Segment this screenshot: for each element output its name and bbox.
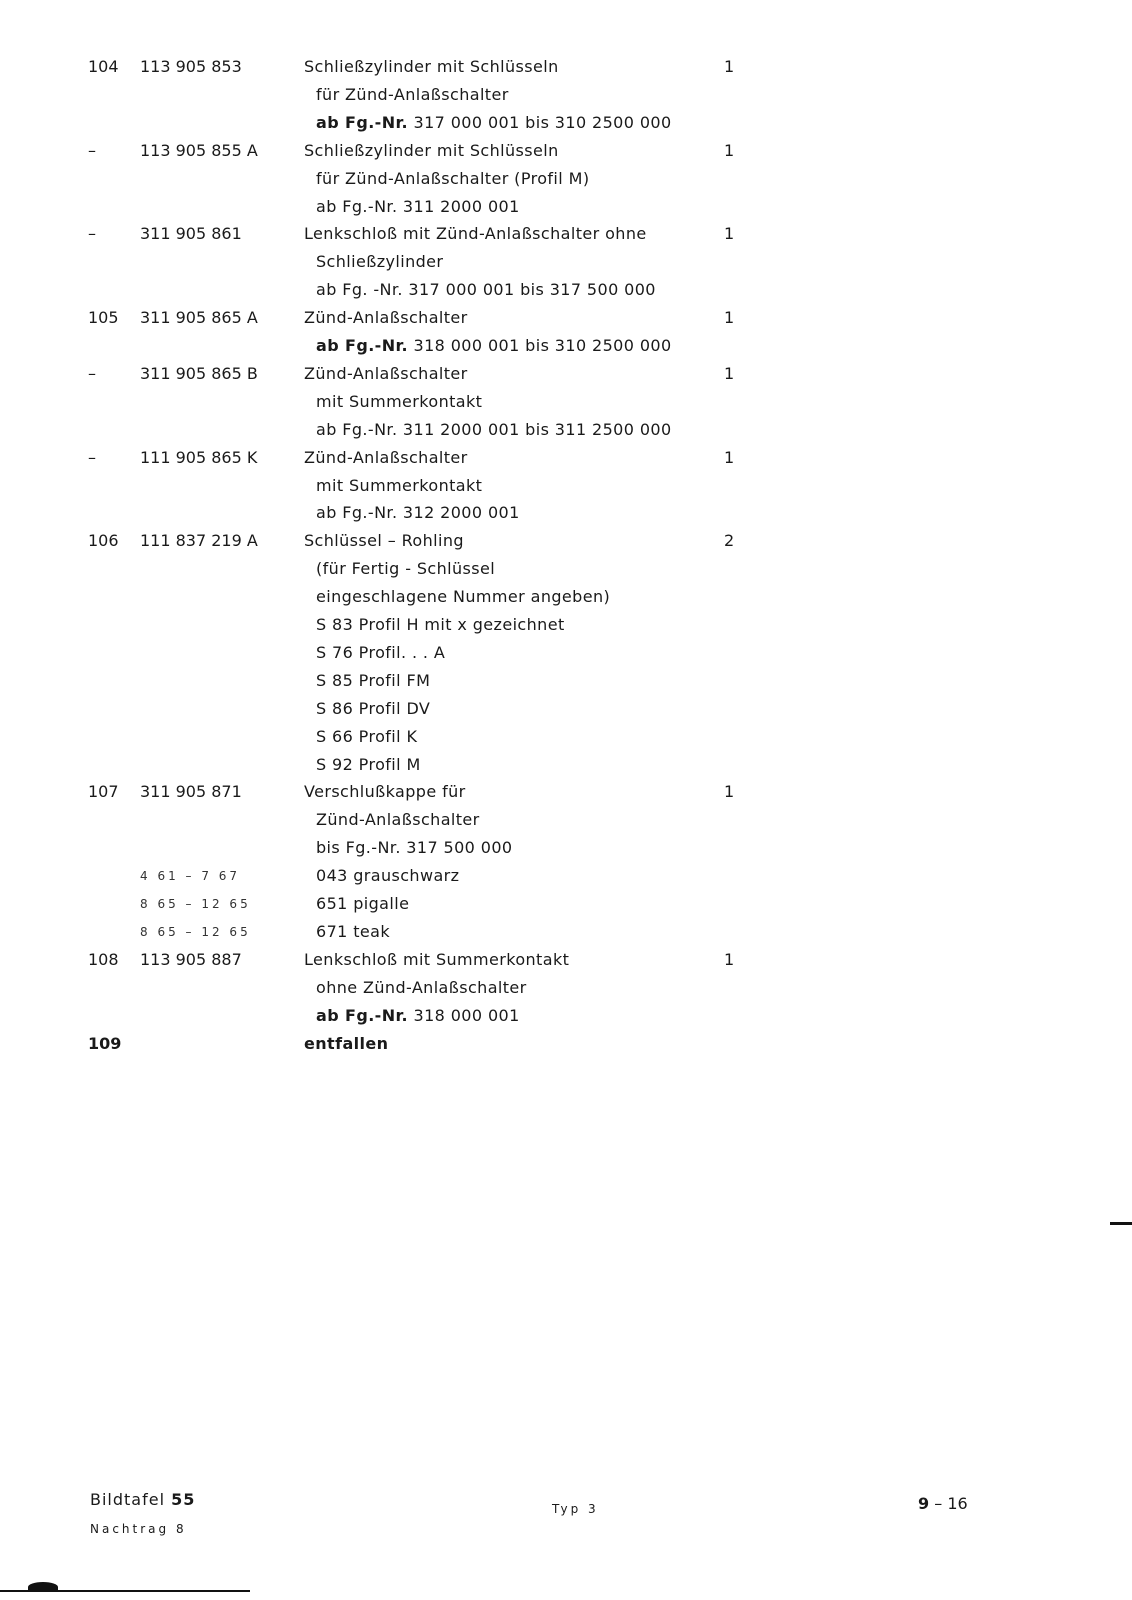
description-text: für Zünd-Anlaßschalter (Profil M) — [316, 168, 590, 188]
quantity: 1 — [724, 782, 735, 802]
part-number: 311 905 865 B — [140, 363, 258, 383]
description-text: 043 grauschwarz — [316, 866, 460, 886]
description — [316, 82, 509, 108]
table-row — [0, 445, 1132, 471]
description — [316, 640, 445, 666]
description-text: S 86 Profil DV — [316, 698, 431, 718]
description — [316, 110, 672, 136]
part-number: 111 837 219 A — [140, 531, 258, 551]
description-text: S 85 Profil FM — [316, 670, 431, 690]
table-row — [0, 863, 1132, 889]
chassis-prefix: ab Fg.-Nr. — [316, 336, 408, 355]
quantity: 1 — [724, 57, 735, 76]
table-row — [0, 779, 1132, 805]
description-text: 317 000 001 bis 310 2500 000 — [413, 112, 672, 132]
chassis-prefix: ab Fg.-Nr. — [316, 112, 408, 132]
description — [316, 724, 417, 750]
table-row — [0, 752, 1132, 778]
quantity: 1 — [724, 308, 735, 328]
table-row — [0, 1003, 1132, 1029]
table-row — [0, 919, 1132, 945]
quantity: 1 — [724, 224, 735, 244]
table-row — [0, 194, 1132, 220]
description — [316, 500, 520, 526]
description — [316, 975, 527, 1001]
table-row — [0, 500, 1132, 526]
description-text: Schlüssel – Rohling — [304, 531, 464, 551]
table-row — [0, 221, 1132, 247]
table-row — [0, 807, 1132, 833]
description — [304, 445, 468, 471]
quantity: 1 — [724, 363, 735, 383]
table-row — [0, 305, 1132, 331]
description-text: ab Fg.-Nr. 311 2000 001 bis 311 2500 000 — [316, 419, 672, 439]
date-range: 8 65 – 12 65 — [140, 897, 251, 911]
description — [316, 919, 390, 945]
description-text: 318 000 001 bis 310 2500 000 — [413, 336, 672, 355]
description — [304, 528, 464, 554]
footer-typ: Typ 3 — [552, 1502, 599, 1516]
position-number: – — [88, 447, 96, 467]
table-row — [0, 528, 1132, 554]
description — [316, 556, 495, 582]
description-text: Schließzylinder mit Schlüsseln — [304, 57, 559, 76]
description-text: ohne Zünd-Anlaßschalter — [316, 977, 527, 997]
table-row — [0, 724, 1132, 750]
description-text: S 66 Profil K — [316, 726, 418, 746]
position-number: – — [88, 224, 96, 244]
table-row — [0, 891, 1132, 917]
description-text: Zünd-Anlaßschalter — [304, 308, 468, 328]
date-range: 8 65 – 12 65 — [140, 924, 251, 939]
table-row — [0, 166, 1132, 192]
description-text: 318 000 001 — [413, 1005, 520, 1025]
part-number: 311 905 865 A — [140, 308, 258, 328]
table-row — [0, 389, 1132, 415]
part-number: 311 905 861 — [140, 224, 242, 244]
description — [304, 54, 559, 80]
description-text: Lenkschloß mit Summerkontakt — [304, 949, 570, 969]
description-text: ab Fg.-Nr. 312 2000 001 — [316, 503, 520, 523]
description-text: Schließzylinder — [316, 252, 444, 272]
description — [316, 584, 610, 610]
description-text: mit Summerkontakt — [316, 475, 483, 495]
description — [304, 138, 559, 164]
table-row — [0, 1031, 1132, 1057]
page-number-rest: – 16 — [929, 1494, 968, 1513]
quantity: 1 — [724, 949, 735, 969]
description-text: ab Fg.-Nr. 311 2000 001 — [316, 196, 520, 216]
description — [316, 166, 589, 192]
description — [316, 668, 430, 694]
description-text: S 76 Profil. . . A — [316, 642, 446, 662]
table-row — [0, 835, 1132, 861]
table-row — [0, 249, 1132, 275]
description-text: Verschlußkappe für — [304, 782, 466, 802]
description — [316, 696, 430, 722]
table-row — [0, 277, 1132, 303]
description — [316, 389, 482, 415]
description-text: (für Fertig - Schlüssel — [316, 559, 496, 579]
position-number: 106 — [88, 531, 119, 551]
part-number: 111 905 865 K — [140, 447, 258, 467]
description — [304, 305, 468, 331]
description-text: Zünd-Anlaßschalter — [316, 810, 480, 830]
description-text: Schließzylinder mit Schlüsseln — [304, 140, 559, 160]
description — [304, 221, 647, 247]
description — [316, 863, 459, 889]
description — [316, 277, 656, 303]
table-row — [0, 947, 1132, 973]
table-row — [0, 668, 1132, 694]
scan-blot-bottom — [28, 1582, 58, 1592]
table-row — [0, 110, 1132, 136]
table-row — [0, 640, 1132, 666]
description-text: bis Fg.-Nr. 317 500 000 — [316, 838, 513, 858]
description — [304, 779, 466, 805]
description — [316, 612, 565, 638]
description-text: 671 teak — [316, 921, 391, 941]
date-range: 4 61 – 7 67 — [140, 869, 241, 884]
footer-bildtafel — [90, 1490, 195, 1509]
position-number: 108 — [88, 949, 119, 969]
bildtafel-label: Bildtafel — [90, 1490, 166, 1509]
position-number: 107 — [88, 782, 119, 802]
part-number: 113 905 853 — [140, 57, 242, 76]
part-number: 311 905 871 — [140, 782, 242, 802]
table-row — [0, 584, 1132, 610]
position-number: 109 — [88, 1033, 122, 1053]
table-row — [0, 556, 1132, 582]
page-number-bold: 9 — [918, 1494, 930, 1513]
description — [304, 947, 569, 973]
bildtafel-number: 55 — [171, 1490, 196, 1509]
position-number: – — [88, 140, 96, 160]
position-number: – — [88, 363, 96, 383]
description — [316, 807, 480, 833]
footer-page-number — [918, 1494, 968, 1513]
description — [316, 417, 672, 443]
description-text: Lenkschloß mit Zünd-Anlaßschalter ohne — [304, 224, 647, 244]
description — [316, 249, 443, 275]
description-text: 651 pigalle — [316, 894, 410, 913]
footer-nachtrag: Nachtrag 8 — [90, 1522, 187, 1536]
description — [316, 835, 512, 861]
description-text: für Zünd-Anlaßschalter — [316, 84, 509, 104]
table-row — [0, 696, 1132, 722]
description-text: S 92 Profil M — [316, 754, 421, 774]
scan-mark-right — [1110, 1222, 1132, 1225]
description-text: eingeschlagene Nummer angeben) — [316, 587, 611, 607]
part-number: 113 905 855 A — [140, 140, 258, 160]
quantity: 1 — [724, 140, 735, 160]
description — [316, 194, 520, 220]
description-text: S 83 Profil H mit x gezeichnet — [316, 615, 565, 634]
table-row — [0, 333, 1132, 359]
description — [316, 752, 421, 778]
description — [316, 891, 409, 917]
table-row — [0, 473, 1132, 499]
description-text: mit Summerkontakt — [316, 391, 483, 411]
quantity: 1 — [724, 447, 735, 467]
table-row — [0, 417, 1132, 443]
description — [316, 1003, 520, 1029]
chassis-prefix: ab Fg.-Nr. — [316, 1005, 408, 1025]
description — [316, 333, 672, 359]
position-number: 105 — [88, 308, 119, 328]
table-row — [0, 361, 1132, 387]
description-text: ab Fg. -Nr. 317 000 001 bis 317 500 000 — [316, 280, 656, 300]
description-text: Zünd-Anlaßschalter — [304, 447, 468, 467]
description — [304, 361, 468, 387]
description: entfallen — [304, 1033, 389, 1053]
table-row — [0, 975, 1132, 1001]
position-number: 104 — [88, 57, 119, 76]
table-row — [0, 612, 1132, 638]
description — [316, 473, 482, 499]
quantity: 2 — [724, 531, 735, 551]
table-row — [0, 54, 1132, 80]
table-row — [0, 82, 1132, 108]
part-number: 113 905 887 — [140, 949, 242, 969]
description-text: Zünd-Anlaßschalter — [304, 363, 468, 383]
table-row — [0, 138, 1132, 164]
